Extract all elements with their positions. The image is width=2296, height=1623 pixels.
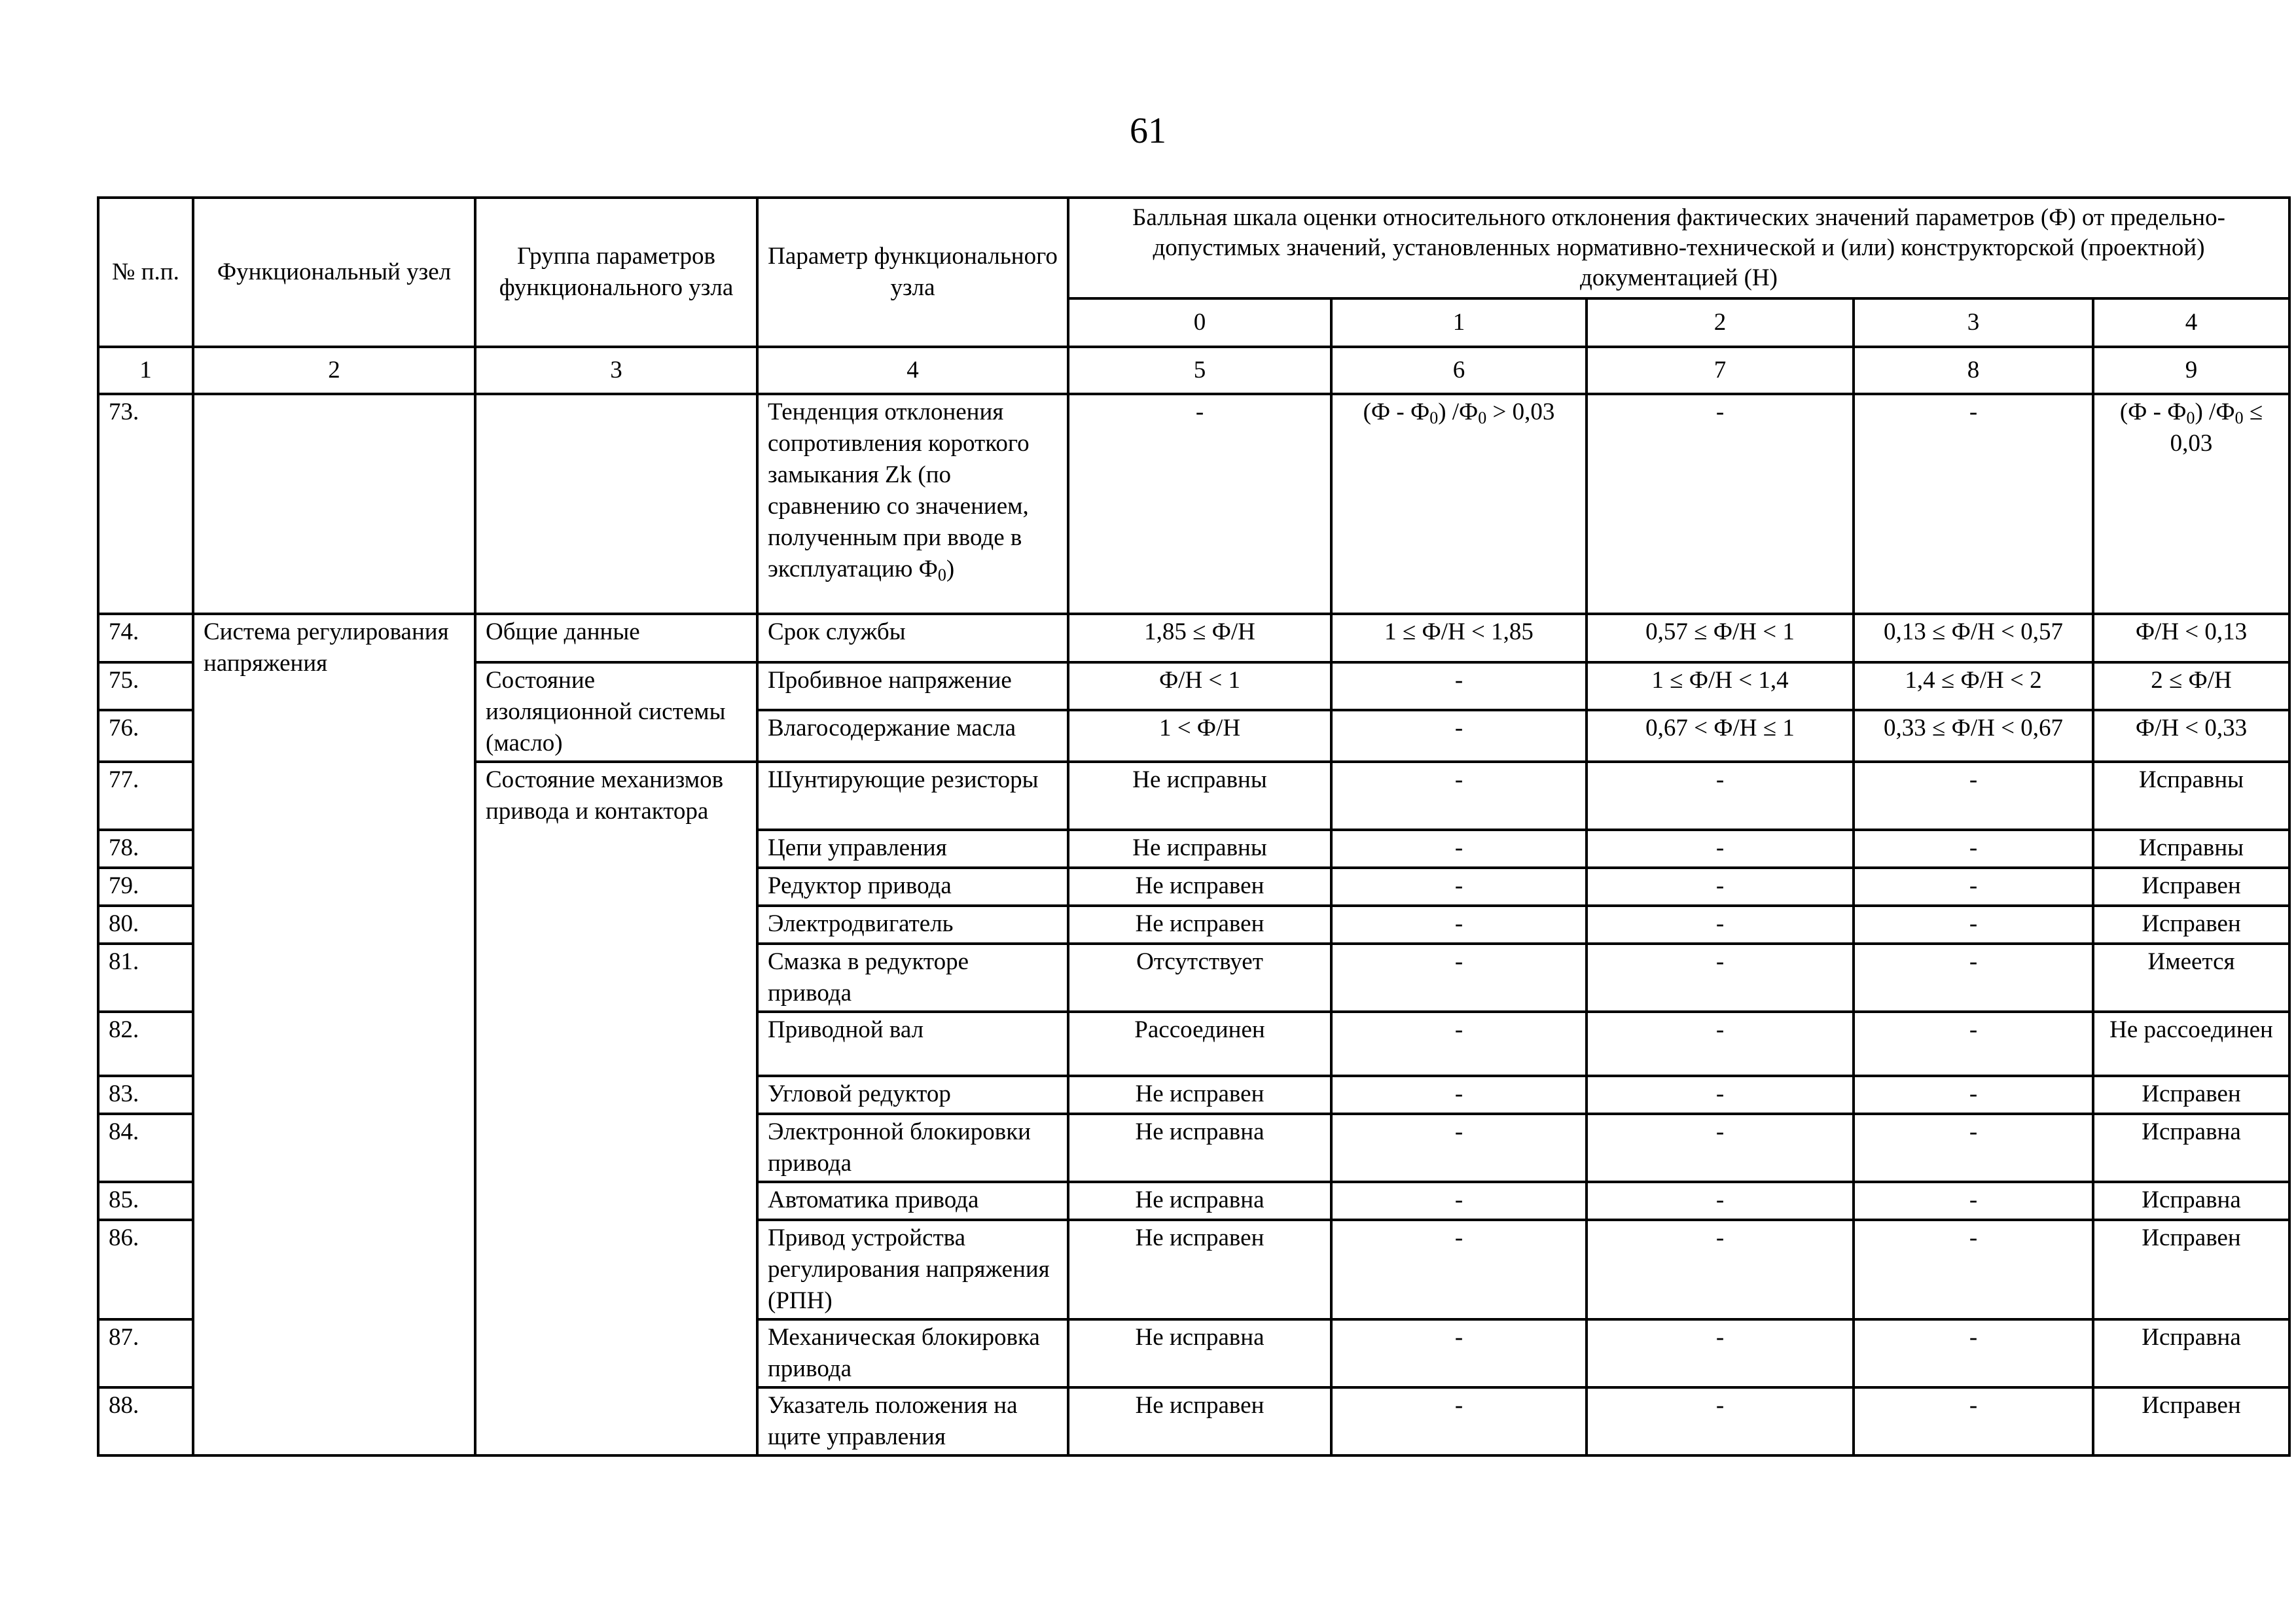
score-0-cell: 1,85 ≤ Ф/Н	[1068, 614, 1331, 662]
page-number: 61	[1130, 111, 1166, 151]
score-3-cell: -	[1854, 944, 2093, 1012]
score-3-cell: 0,13 ≤ Ф/Н < 0,57	[1854, 614, 2093, 662]
score-4-cell: Исправен	[2093, 1220, 2289, 1319]
score-4-cell: Имеется	[2093, 944, 2289, 1012]
row-number: 78.	[98, 830, 193, 868]
score-2-cell: -	[1587, 1114, 1854, 1182]
score-2-cell: 0,57 ≤ Ф/Н < 1	[1587, 614, 1854, 662]
score-4-cell: Исправна	[2093, 1114, 2289, 1182]
row-number: 83.	[98, 1076, 193, 1114]
score-4-cell: Не рассоединен	[2093, 1012, 2289, 1076]
score-1-cell: -	[1331, 710, 1587, 762]
group-cell	[475, 394, 757, 614]
score-0-cell: Ф/Н < 1	[1068, 662, 1331, 710]
score-2-cell: -	[1587, 1319, 1854, 1387]
score-4-cell: Исправен	[2093, 1076, 2289, 1114]
score-2-cell: -	[1587, 1387, 1854, 1455]
header-score-1: 1	[1331, 298, 1587, 347]
parameter-cell: Приводной вал	[757, 1012, 1068, 1076]
score-3-cell: -	[1854, 394, 2093, 614]
score-4-cell: Исправен	[2093, 868, 2289, 906]
column-number: 6	[1331, 347, 1587, 394]
score-0-cell: Не исправна	[1068, 1114, 1331, 1182]
header-param: Параметр функционального узла	[757, 198, 1068, 347]
parameter-cell: Угловой редуктор	[757, 1076, 1068, 1114]
assessment-table	[97, 196, 2291, 1457]
row-number: 74.	[98, 614, 193, 662]
column-number: 7	[1587, 347, 1854, 394]
table-row	[98, 394, 2289, 614]
node-cell	[193, 394, 475, 614]
parameter-cell: Срок службы	[757, 614, 1068, 662]
table-row	[98, 614, 2289, 662]
row-number: 75.	[98, 662, 193, 710]
parameter-text: Тенденция отклонения сопротивления короткого замыкания Zk (по сравнению со значением, полученным при вводе в эксплуатацию $Ф_0$)	[768, 399, 1030, 584]
score-2-cell: -	[1587, 394, 1854, 614]
parameter-group-cell: Состояние механизмов привода и контактора	[475, 762, 757, 1455]
score-0-cell: Рассоединен	[1068, 1012, 1331, 1076]
score-0-cell: -	[1068, 394, 1331, 614]
score-0-cell: Не исправен	[1068, 1220, 1331, 1319]
parameter-group-cell: Общие данные	[475, 614, 757, 662]
score-4-cell: Исправен	[2093, 906, 2289, 944]
score-0-cell: Не исправны	[1068, 830, 1331, 868]
parameter-group-cell: Состояние изоляционной системы (масло)	[475, 662, 757, 762]
score-1-cell: -	[1331, 906, 1587, 944]
parameter-cell: Привод устройства регулирования напряжения (РПН)	[757, 1220, 1068, 1319]
score-1-cell: 1 ≤ Ф/Н < 1,85	[1331, 614, 1587, 662]
score-3-cell: -	[1854, 1076, 2093, 1114]
score-2-cell: -	[1587, 868, 1854, 906]
row-number: 80.	[98, 906, 193, 944]
parameter-cell: Шунтирующие резисторы	[757, 762, 1068, 830]
score-0-cell: Не исправен	[1068, 1387, 1331, 1455]
parameter-cell: Цепи управления	[757, 830, 1068, 868]
column-number: 3	[475, 347, 757, 394]
score-1-cell: -	[1331, 868, 1587, 906]
parameter-cell: Механическая блокировка привода	[757, 1319, 1068, 1387]
column-number: 5	[1068, 347, 1331, 394]
score-2-cell: -	[1587, 830, 1854, 868]
functional-node-cell: Система регулирования напряжения	[193, 614, 475, 1455]
row-number: 79.	[98, 868, 193, 906]
score-3-cell: -	[1854, 1387, 2093, 1455]
score-2-cell: -	[1587, 1182, 1854, 1220]
column-number: 9	[2093, 347, 2289, 394]
column-number: 2	[193, 347, 475, 394]
score-4-cell: Ф/Н < 0,13	[2093, 614, 2289, 662]
score-1-cell: -	[1331, 1012, 1587, 1076]
score-3-cell: -	[1854, 830, 2093, 868]
row-number: 77.	[98, 762, 193, 830]
score-2-cell: -	[1587, 1076, 1854, 1114]
score-0-cell: Не исправны	[1068, 762, 1331, 830]
column-number: 4	[757, 347, 1068, 394]
parameter-cell: Автоматика привода	[757, 1182, 1068, 1220]
score-2-cell: -	[1587, 906, 1854, 944]
score-3-cell: -	[1854, 1319, 2093, 1387]
row-number: 84.	[98, 1114, 193, 1182]
parameter-cell: Смазка в редукторе привода	[757, 944, 1068, 1012]
row-number: 73.	[98, 394, 193, 614]
header-score-0: 0	[1068, 298, 1331, 347]
score-4-cell: Ф/Н < 0,33	[2093, 710, 2289, 762]
score-2-cell: -	[1587, 1220, 1854, 1319]
header-group: Группа параметров функционального узла	[475, 198, 757, 347]
column-number: 8	[1854, 347, 2093, 394]
header-score-2: 2	[1587, 298, 1854, 347]
score-4-cell: Исправна	[2093, 1319, 2289, 1387]
score-0-cell: Не исправен	[1068, 906, 1331, 944]
score-4-cell: Исправен	[2093, 1387, 2289, 1455]
score-3-cell: -	[1854, 906, 2093, 944]
header-no: № п.п.	[98, 198, 193, 347]
row-number: 88.	[98, 1387, 193, 1455]
score-3-cell: -	[1854, 1114, 2093, 1182]
score-3-cell: -	[1854, 762, 2093, 830]
score-3-cell: -	[1854, 1182, 2093, 1220]
row-number: 87.	[98, 1319, 193, 1387]
score-1-cell: -	[1331, 1387, 1587, 1455]
column-number: 1	[98, 347, 193, 394]
score-3-cell: -	[1854, 1220, 2093, 1319]
parameter-cell: Пробивное напряжение	[757, 662, 1068, 710]
parameter-cell	[757, 394, 1068, 614]
row-number: 81.	[98, 944, 193, 1012]
score-4-cell	[2093, 394, 2289, 614]
score-4-cell: Исправны	[2093, 830, 2289, 868]
score-1-cell: -	[1331, 1114, 1587, 1182]
score-2-cell: -	[1587, 1012, 1854, 1076]
score-0-cell: 1 < Ф/Н	[1068, 710, 1331, 762]
score-3-cell: -	[1854, 868, 2093, 906]
score-text: $(Ф - Ф_0)$ $/Ф_0 \le 0,03$	[2119, 399, 2263, 457]
score-text: $(Ф - Ф_0)$ $/Ф_0 > 0,03$	[1363, 399, 1555, 427]
score-2-cell: -	[1587, 944, 1854, 1012]
score-3-cell: 0,33 ≤ Ф/Н < 0,67	[1854, 710, 2093, 762]
score-0-cell: Не исправна	[1068, 1182, 1331, 1220]
score-1-cell: -	[1331, 762, 1587, 830]
score-1-cell: -	[1331, 1319, 1587, 1387]
score-1-cell: -	[1331, 830, 1587, 868]
parameter-cell: Указатель положения на щите управления	[757, 1387, 1068, 1455]
score-4-cell: Исправна	[2093, 1182, 2289, 1220]
column-numbers-row	[98, 347, 2289, 394]
score-1-cell: -	[1331, 662, 1587, 710]
score-4-cell: Исправны	[2093, 762, 2289, 830]
header-score-3: 3	[1854, 298, 2093, 347]
score-3-cell: 1,4 ≤ Ф/Н < 2	[1854, 662, 2093, 710]
score-2-cell: 0,67 < Ф/Н ≤ 1	[1587, 710, 1854, 762]
score-2-cell: -	[1587, 762, 1854, 830]
score-1-cell	[1331, 394, 1587, 614]
score-2-cell: 1 ≤ Ф/Н < 1,4	[1587, 662, 1854, 710]
score-3-cell: -	[1854, 1012, 2093, 1076]
score-0-cell: Не исправна	[1068, 1319, 1331, 1387]
parameter-cell: Электронной блокировки привода	[757, 1114, 1068, 1182]
score-1-cell: -	[1331, 1076, 1587, 1114]
score-1-cell: -	[1331, 944, 1587, 1012]
score-1-cell: -	[1331, 1182, 1587, 1220]
score-0-cell: Отсутствует	[1068, 944, 1331, 1012]
header-node: Функциональный узел	[193, 198, 475, 347]
score-4-cell: 2 ≤ Ф/Н	[2093, 662, 2289, 710]
score-0-cell: Не исправен	[1068, 868, 1331, 906]
parameter-cell: Влагосодержание масла	[757, 710, 1068, 762]
row-number: 82.	[98, 1012, 193, 1076]
parameter-cell: Электродвигатель	[757, 906, 1068, 944]
row-number: 86.	[98, 1220, 193, 1319]
row-number: 76.	[98, 710, 193, 762]
score-1-cell: -	[1331, 1220, 1587, 1319]
header-scale: Балльная шкала оценки относительного отклонения фактических значений параметров (Ф) от предельно-допустимых значений, установленных нормативно-технической и (или) конструкторской (проектной) документацией (Н)	[1068, 198, 2289, 298]
row-number: 85.	[98, 1182, 193, 1220]
score-0-cell: Не исправен	[1068, 1076, 1331, 1114]
header-score-4: 4	[2093, 298, 2289, 347]
parameter-cell: Редуктор привода	[757, 868, 1068, 906]
